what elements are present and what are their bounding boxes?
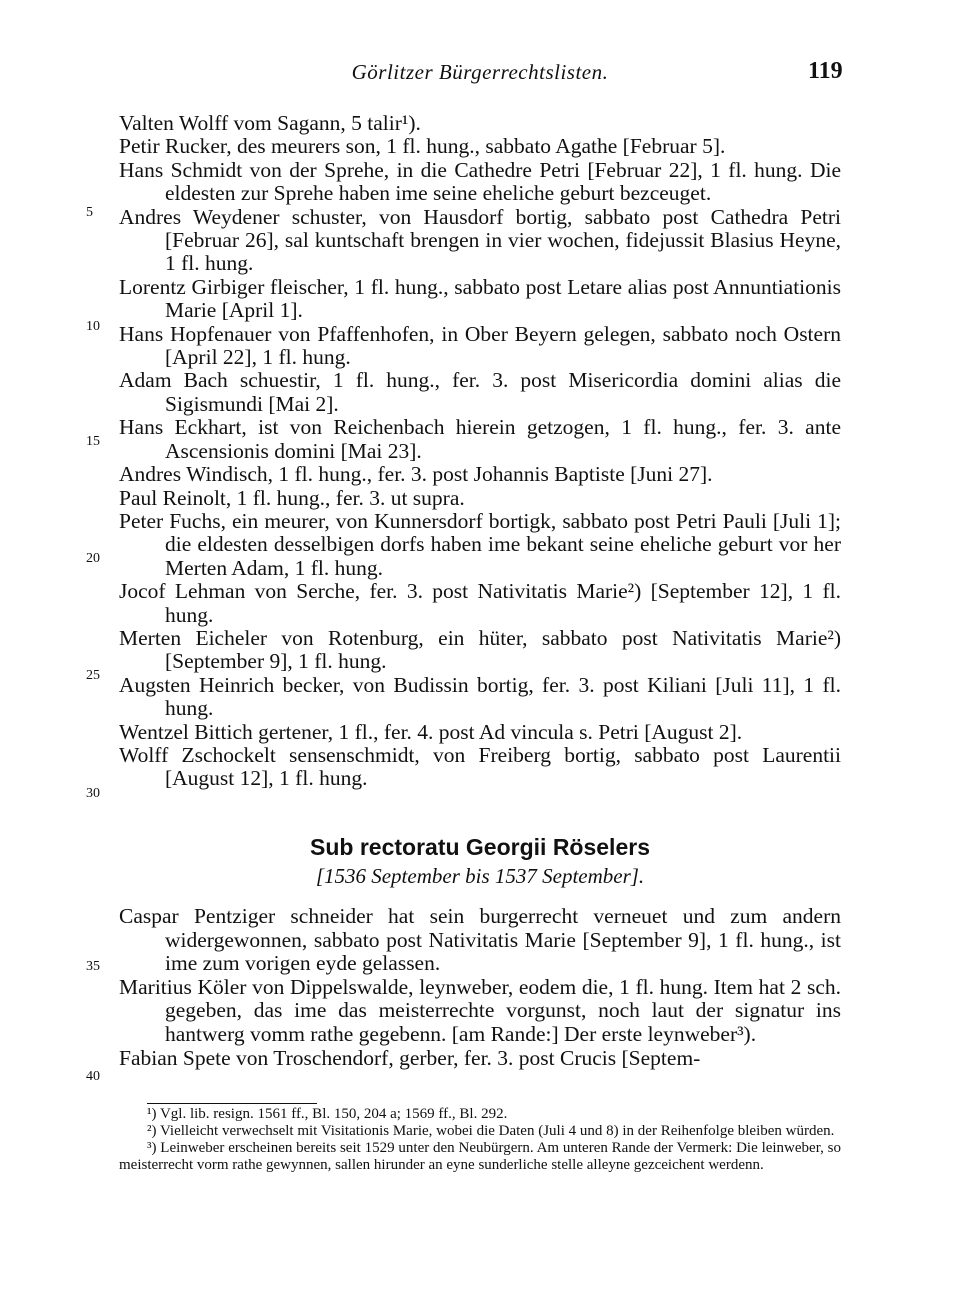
register-entry: Hans Schmidt von der Sprehe, in die Cathedre Petri [Februar 22], 1 fl. hung. Die eldesten zur Sprehe haben ime seine eheliche geburt bezceuget. (119, 157, 841, 206)
section-title: Sub rectoratu Georgii Röselers (310, 834, 650, 860)
register-entry: Peter Fuchs, ein meurer, von Kunnersdorf bortigk, sabbato post Petri Pauli [Juli 1]; die eldesten desselbigen dorfs haben ime bekant seine eheliche geburt vor her Merten Adam, 1 fl. hung. (119, 508, 841, 580)
register-entry: Paul Reinolt, 1 fl. hung., fer. 3. ut supra. (119, 485, 465, 510)
footnote: ¹) Vgl. lib. resign. 1561 ff., Bl. 150, 204 a; 1569 ff., Bl. 292. (147, 1106, 508, 1122)
line-number: 10 (86, 319, 100, 334)
section-heading (0, 832, 960, 890)
register-entry: Valten Wolff vom Sagann, 5 talir¹). (119, 111, 421, 135)
entries-1535-1536 (119, 112, 841, 791)
entries-1536-1537 (119, 905, 841, 1070)
section-subtitle: [1536 September bis 1537 September]. (315, 864, 645, 888)
footnote: ²) Vielleicht verwechselt mit Visitationis Marie, wobei die Daten (Juli 4 und 8) in der Reihenfolge bleiben würden. (147, 1123, 835, 1139)
register-entry: Hans Eckhart, ist von Reichenbach hierein getzogen, 1 fl. hung., fer. 3. ante Ascensionis domini [Mai 23]. (119, 415, 841, 463)
register-entry: Andres Windisch, 1 fl. hung., fer. 3. post Johannis Baptiste [Juni 27]. (119, 462, 713, 487)
line-number: 25 (86, 668, 100, 683)
register-entry: Maritius Köler von Dippelswalde, leynweber, eodem die, 1 fl. hung. Item hat 2 sch. gegeben, das ime das meisterrechte vorgunst, noch laut der signatur ins hantwerg vomm rathe gegebenn. [am Rande:] Der erste leynweber³). (119, 974, 841, 1046)
register-entry: Wolff Zschockelt sensenschmidt, von Freiberg bortig, sabbato post Laurentii [August 12], 1 fl. hung. (119, 742, 841, 791)
footnote: ³) Leinweber erscheinen bereits seit 1529 unter den Neubürgern. Am unteren Rande der Vermerk: Die leinweber, so meisterrecht vorm rathe gewynnen, sallen hirunder an eyne sunderliche stelle alleyne gezceichent werdenn. (119, 1140, 841, 1173)
register-entry: Petir Rucker, des meurers son, 1 fl. hung., sabbato Agathe [Februar 5]. (119, 134, 726, 159)
line-number: 30 (86, 786, 100, 801)
register-entry: Jocof Lehman von Serche, fer. 3. post Nativitatis Marie²) [September 12], 1 fl. hung. (119, 579, 841, 627)
register-entry: Andres Weydener schuster, von Hausdorf bortig, sabbato post Cathedra Petri [Februar 26], sal kuntschaft brengen in vier wochen, fidejussit Blasius Heyne, 1 fl. hung. (119, 204, 841, 276)
line-number: 5 (86, 205, 93, 220)
line-number: 20 (86, 551, 100, 566)
line-number: 15 (86, 434, 100, 449)
line-number: 40 (86, 1069, 100, 1084)
register-entry: Wentzel Bittich gertener, 1 fl., fer. 4. post Ad vincula s. Petri [August 2]. (119, 719, 743, 744)
footnote-divider (147, 1103, 317, 1104)
running-header: Görlitzer Bürgerrechtslisten. (351, 60, 609, 84)
footnotes (119, 1106, 841, 1174)
register-entry: Fabian Spete von Troschendorf, gerber, fer. 3. post Crucis [Septem- (119, 1045, 701, 1070)
register-entry: Adam Bach schuestir, 1 fl. hung., fer. 3. post Misericordia domini alias die Sigismundi [Mai 2]. (119, 368, 841, 416)
page-number: 119 (808, 58, 843, 84)
register-entry: Lorentz Girbiger fleischer, 1 fl. hung., sabbato post Letare alias post Annuntiationis Marie [April 1]. (119, 274, 841, 323)
register-entry: Merten Eicheler von Rotenburg, ein hüter, sabbato post Nativitatis Marie²) [September 9], 1 fl. hung. (119, 625, 841, 674)
line-number: 35 (86, 959, 100, 974)
register-entry: Augsten Heinrich becker, von Budissin bortig, fer. 3. post Kiliani [Juli 11], 1 fl. hung. (119, 672, 841, 721)
register-entry: Caspar Pentziger schneider hat sein burgerrecht verneuet und zum andern widergewonnen, sabbato post Nativitatis Marie [September 9], 1 fl. hung., ist ime zum vorigen eyde gelassen. (119, 904, 841, 976)
register-entry: Hans Hopfenauer von Pfaffenhofen, in Ober Beyern gelegen, sabbato noch Ostern [April 22], 1 fl. hung. (119, 321, 841, 370)
